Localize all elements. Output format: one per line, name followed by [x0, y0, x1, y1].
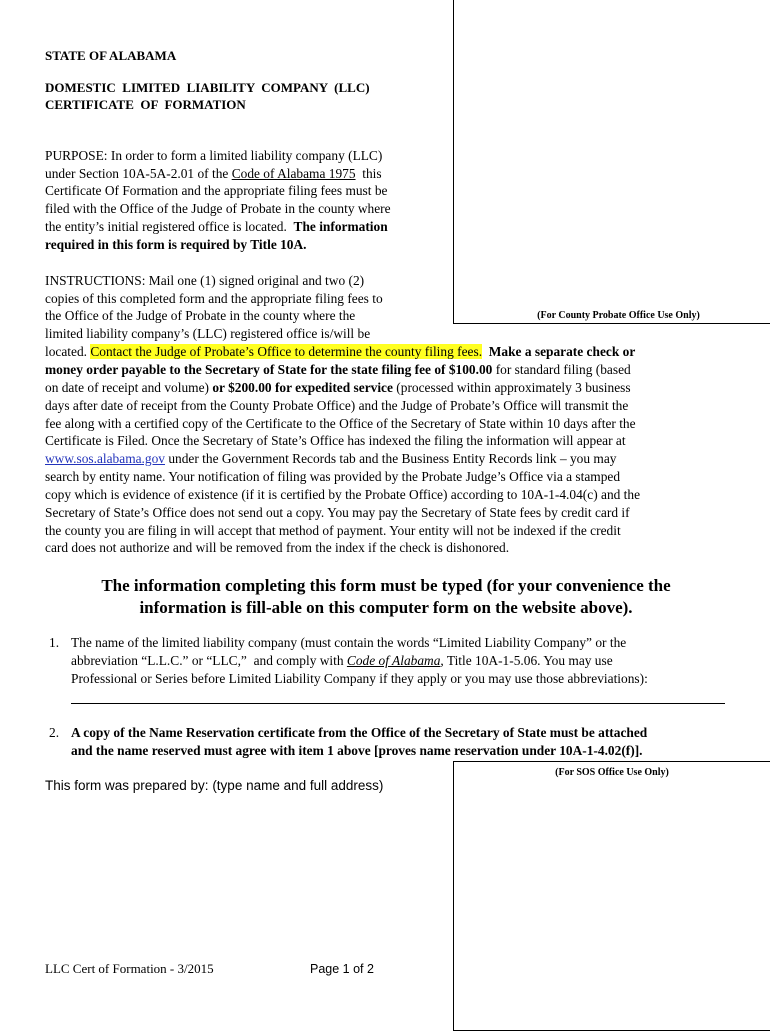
item-number: 2.: [49, 725, 60, 740]
instructions-line: on date of receipt and volume) or $200.00 for expedited service (processed within approximately 3 business: [45, 380, 631, 395]
footer-page-number: Page 1 of 2: [310, 962, 374, 976]
purpose-line: required in this form is required by Title 10A.: [45, 237, 307, 252]
instructions-line: card does not authorize and will be removed from the index if the check is dishonored.: [45, 540, 510, 555]
instructions-line: copies of this completed form and the appropriate filing fees to: [45, 291, 383, 306]
instructions-line: INSTRUCTIONS: Mail one (1) signed original and two (2): [45, 273, 365, 288]
purpose-line: the entity’s initial registered office is located. The information: [45, 219, 388, 234]
instructions-line: copy which is evidence of existence (if it is certified by the Probate Office) according to 10A-1-4.04(c) and the: [45, 487, 641, 502]
purpose-line: Certificate Of Formation and the appropriate filing fees must be: [45, 183, 388, 198]
footer-form-id: LLC Cert of Formation - 3/2015: [45, 961, 214, 976]
instructions-line: money order payable to the Secretary of State for the state filing fee of $100.00 for standard filing (based: [45, 362, 631, 377]
instructions-line: Certificate is Filed. Once the Secretary of State’s Office has indexed the filing the information will appear at: [45, 433, 626, 448]
state-title: STATE OF ALABAMA: [45, 48, 177, 63]
item-1-text: abbreviation “L.L.C.” or “LLC,” and comply with Code of Alabama, Title 10A-1-5.06. You may use: [71, 653, 613, 668]
purpose-line: PURPOSE: In order to form a limited liability company (LLC): [45, 148, 383, 163]
sos-office-use-box: [453, 761, 770, 1031]
county-probate-use-label: (For County Probate Office Use Only): [537, 310, 700, 321]
instructions-line: limited liability company’s (LLC) registered office is/will be: [45, 326, 371, 341]
code-of-alabama-citation: Code of Alabama: [346, 653, 441, 668]
item-1-text: The name of the limited liability company (must contain the words “Limited Liability Company” or the: [71, 635, 627, 650]
instructions-line: the Office of the Judge of Probate in the county where the: [45, 308, 356, 323]
form-title-line-2: CERTIFICATE OF FORMATION: [45, 97, 246, 112]
sos-office-use-label: (For SOS Office Use Only): [555, 767, 669, 778]
instructions-line: days after date of receipt from the County Probate Office) and the Judge of Probate’s Office will transmit the: [45, 398, 629, 413]
instructions-line: search by entity name. Your notification of filing was provided by the Probate Judge’s Office via a stamped: [45, 469, 621, 484]
item-2-text: and the name reserved must agree with item 1 above [proves name reservation under 10A-1-4.02(f)].: [71, 743, 643, 758]
form-title-line-1: DOMESTIC LIMITED LIABILITY COMPANY (LLC): [45, 80, 370, 95]
prepared-by-label: This form was prepared by: (type name and full address): [45, 778, 384, 793]
county-probate-use-box: [453, 0, 770, 324]
company-name-input-line[interactable]: [71, 703, 725, 704]
instructions-line: located. Contact the Judge of Probate’s Office to determine the county filing fees. Make a separate check or: [45, 344, 636, 359]
item-number: 1.: [49, 635, 60, 650]
code-of-alabama-citation: Code of Alabama 1975: [231, 166, 356, 181]
instructions-line: Secretary of State’s Office does not send out a copy. You may pay the Secretary of State fees by credit card if: [45, 505, 630, 520]
item-1-text: Professional or Series before Limited Liability Company if they apply or you may use those abbreviations):: [71, 671, 648, 686]
purpose-line: under Section 10A-5A-2.01 of the Code of Alabama 1975 this: [45, 166, 382, 181]
typed-notice-line-2: information is fill-able on this computer form on the website above).: [139, 598, 633, 617]
instructions-line: fee along with a certified copy of the Certificate to the Office of the Secretary of State within 10 days after the: [45, 416, 636, 431]
item-2-text: A copy of the Name Reservation certificate from the Office of the Secretary of State must be attached: [71, 725, 648, 740]
purpose-line: filed with the Office of the Judge of Probate in the county where: [45, 201, 391, 216]
highlighted-fee-note: Contact the Judge of Probate’s Office to determine the county filing fees.: [90, 344, 483, 359]
sos-website-link[interactable]: www.sos.alabama.gov: [45, 451, 165, 466]
instructions-line: the county you are filing in will accept that method of payment. Your entity will not be indexed if the credit: [45, 523, 621, 538]
typed-notice-line-1: The information completing this form must be typed (for your convenience the: [101, 576, 671, 595]
instructions-line: www.sos.alabama.gov under the Government Records tab and the Business Entity Records link – you may: [45, 451, 617, 466]
